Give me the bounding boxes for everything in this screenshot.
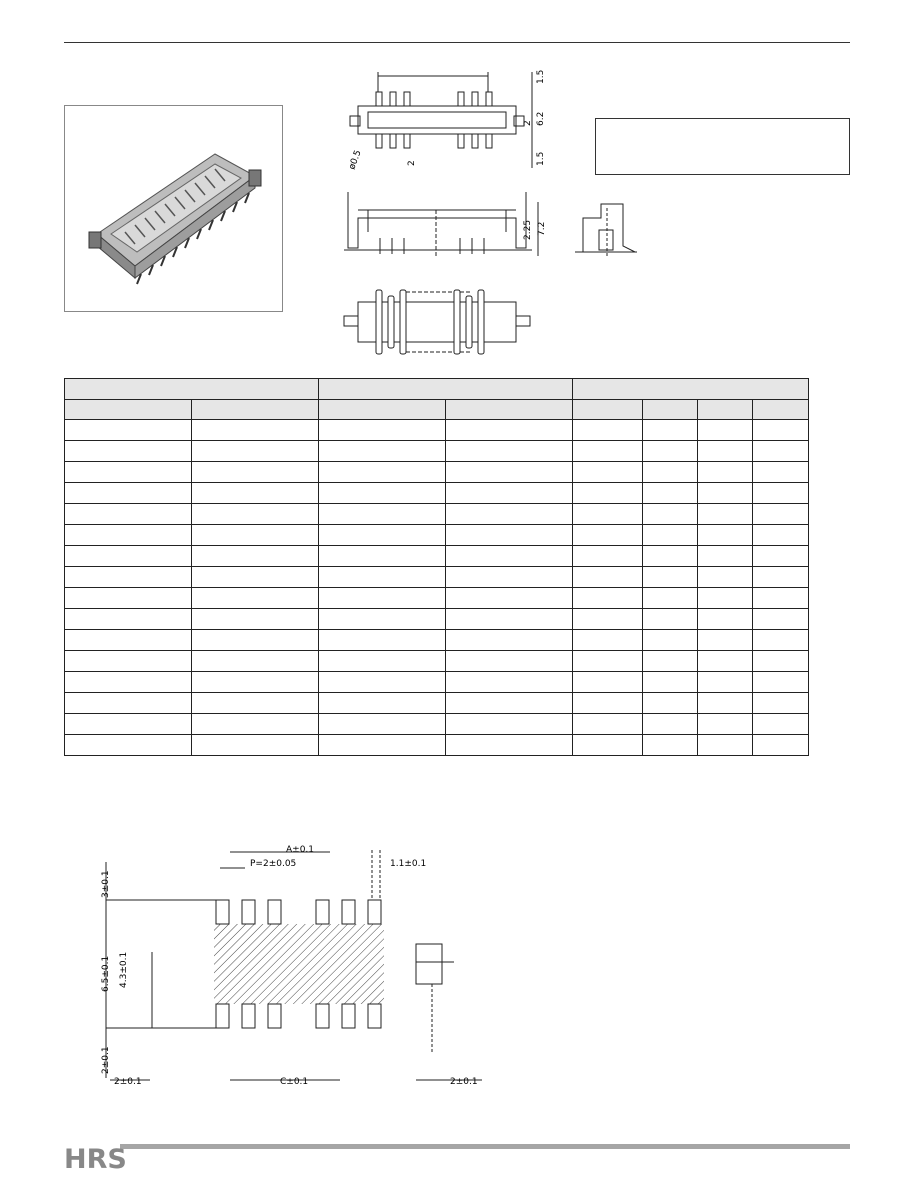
table-cell [698,651,753,672]
header-cell [643,400,698,420]
table-cell [573,735,643,756]
table-cell [643,567,698,588]
dim-7-2: 7.2 [537,221,547,236]
table-cell [65,651,192,672]
table-cell [698,525,753,546]
table-cell [643,588,698,609]
table-cell [319,483,446,504]
table-row [65,651,809,672]
dim-2-right: 2±0.1 [450,1077,478,1087]
dim-1-5-bottom: 1.5 [536,151,546,166]
product-photo [64,105,283,312]
table-cell [192,714,319,735]
table-cell [753,525,809,546]
table-cell [319,714,446,735]
table-row [65,735,809,756]
table-row [65,504,809,525]
header-rule [64,42,850,43]
spec-table [64,378,809,756]
table-cell [192,546,319,567]
table-cell [319,588,446,609]
table-cell [192,588,319,609]
footer-rule [120,1144,850,1149]
table-cell [319,420,446,441]
table-cell [446,630,573,651]
header-cell [698,400,753,420]
table-cell [698,546,753,567]
table-cell [573,525,643,546]
table-cell [319,735,446,756]
table-cell [573,672,643,693]
table-cell [753,504,809,525]
table-cell [192,525,319,546]
top-view-drawing [340,62,560,174]
dim-2-left: 2±0.1 [101,1046,111,1074]
table-cell [753,483,809,504]
table-cell [446,714,573,735]
table-cell [446,525,573,546]
table-cell [65,630,192,651]
table-row [65,693,809,714]
table-cell [65,525,192,546]
table-cell [446,651,573,672]
table-cell [643,483,698,504]
table-cell [192,693,319,714]
table-cell [698,672,753,693]
table-cell [753,735,809,756]
table-row [65,630,809,651]
table-cell [319,546,446,567]
table-row [65,672,809,693]
table-cell [698,420,753,441]
table-row [65,714,809,735]
table-cell [573,651,643,672]
table-cell [698,609,753,630]
table-cell [319,462,446,483]
table-cell [65,420,192,441]
table-cell [573,504,643,525]
hrs-logo-text: HRS [64,1144,127,1175]
table-cell [65,588,192,609]
dim-1-5-top: 1.5 [536,69,546,84]
table-cell [643,672,698,693]
table-cell [573,567,643,588]
dim-hole: ø0.5 [347,148,364,172]
table-cell [446,609,573,630]
table-cell [573,630,643,651]
table-cell [698,693,753,714]
table-cell [643,420,698,441]
table-cell [753,441,809,462]
table-cell [446,672,573,693]
table-cell [698,504,753,525]
table-cell [65,462,192,483]
table-cell [573,609,643,630]
table-cell [192,483,319,504]
table-cell [643,651,698,672]
header-cell [192,400,319,420]
table-row [65,483,809,504]
dim-2-25: 2.25 [523,219,533,240]
table-cell [65,714,192,735]
table-cell [319,504,446,525]
table-cell [643,609,698,630]
table-cell [192,462,319,483]
pcb-footprint-drawing [90,842,500,1092]
table-cell [446,483,573,504]
table-cell [319,651,446,672]
table-row [65,441,809,462]
dim-2-right: 2 [523,120,533,126]
table-cell [446,588,573,609]
table-cell [65,609,192,630]
table-cell [698,588,753,609]
table-cell [192,735,319,756]
table-cell [753,462,809,483]
spec-table-body [65,379,809,756]
dim-6-5: 6.5±0.1 [101,955,111,992]
table-cell [643,693,698,714]
table-cell [573,441,643,462]
table-cell [319,441,446,462]
table-cell [753,630,809,651]
table-cell [753,714,809,735]
table-cell [753,567,809,588]
table-cell [192,441,319,462]
table-header-row [65,400,809,420]
header-cell [446,400,573,420]
table-cell [643,735,698,756]
table-cell [446,693,573,714]
note-box [595,118,850,175]
table-cell [65,441,192,462]
header-group-cell [319,379,573,400]
table-cell [753,651,809,672]
table-cell [192,420,319,441]
dim-2-bottom-left: 2±0.1 [114,1077,142,1087]
table-cell [192,504,319,525]
table-cell [753,420,809,441]
connector-photo-image [65,106,284,313]
table-cell [753,588,809,609]
dim-c: C±0.1 [280,1077,309,1087]
keep-out-area [214,924,384,1004]
table-cell [698,567,753,588]
header-group-cell [65,379,319,400]
table-cell [643,441,698,462]
table-cell [573,483,643,504]
side-profile-drawing [573,200,639,260]
table-row [65,609,809,630]
table-cell [643,546,698,567]
table-row [65,420,809,441]
table-cell [573,546,643,567]
table-row [65,588,809,609]
table-cell [65,693,192,714]
table-cell [65,546,192,567]
table-cell [192,651,319,672]
table-cell [65,735,192,756]
table-cell [319,567,446,588]
table-cell [319,693,446,714]
table-row [65,462,809,483]
table-cell [643,525,698,546]
table-cell [319,609,446,630]
header-cell [753,400,809,420]
table-cell [573,693,643,714]
hrs-logo [64,1143,127,1175]
table-cell [698,630,753,651]
table-cell [643,714,698,735]
table-cell [319,672,446,693]
table-cell [446,567,573,588]
table-cell [319,525,446,546]
table-cell [698,735,753,756]
table-header-group-row [65,379,809,400]
dim-4-3: 4.3±0.1 [119,951,129,988]
header-cell [319,400,446,420]
table-cell [192,567,319,588]
dim-6-2: 6.2 [536,111,546,126]
dim-3: 3±0.1 [101,870,111,898]
table-cell [643,630,698,651]
dim-2-bottom: 2 [407,160,417,166]
table-cell [573,588,643,609]
table-cell [573,420,643,441]
table-cell [319,630,446,651]
table-cell [753,609,809,630]
table-cell [446,441,573,462]
table-cell [573,714,643,735]
header-group-cell [573,379,809,400]
table-cell [643,504,698,525]
front-view-drawing [340,188,550,260]
header-cell [573,400,643,420]
table-cell [192,630,319,651]
table-cell [65,483,192,504]
table-cell [643,462,698,483]
dim-pad-width: 1.1±0.1 [390,859,427,869]
table-cell [446,504,573,525]
table-cell [65,504,192,525]
table-cell [192,609,319,630]
table-cell [446,462,573,483]
table-cell [698,462,753,483]
table-row [65,567,809,588]
table-cell [65,567,192,588]
table-cell [753,546,809,567]
table-cell [698,714,753,735]
table-row [65,525,809,546]
bottom-view-drawing [340,284,530,360]
table-cell [753,693,809,714]
table-cell [446,735,573,756]
table-cell [446,420,573,441]
table-row [65,546,809,567]
dim-a: A±0.1 [286,845,315,855]
table-cell [698,441,753,462]
dim-pitch: P=2±0.05 [250,859,297,869]
table-cell [65,672,192,693]
table-cell [698,483,753,504]
table-cell [753,672,809,693]
table-cell [446,546,573,567]
table-cell [573,462,643,483]
table-cell [192,672,319,693]
header-cell [65,400,192,420]
